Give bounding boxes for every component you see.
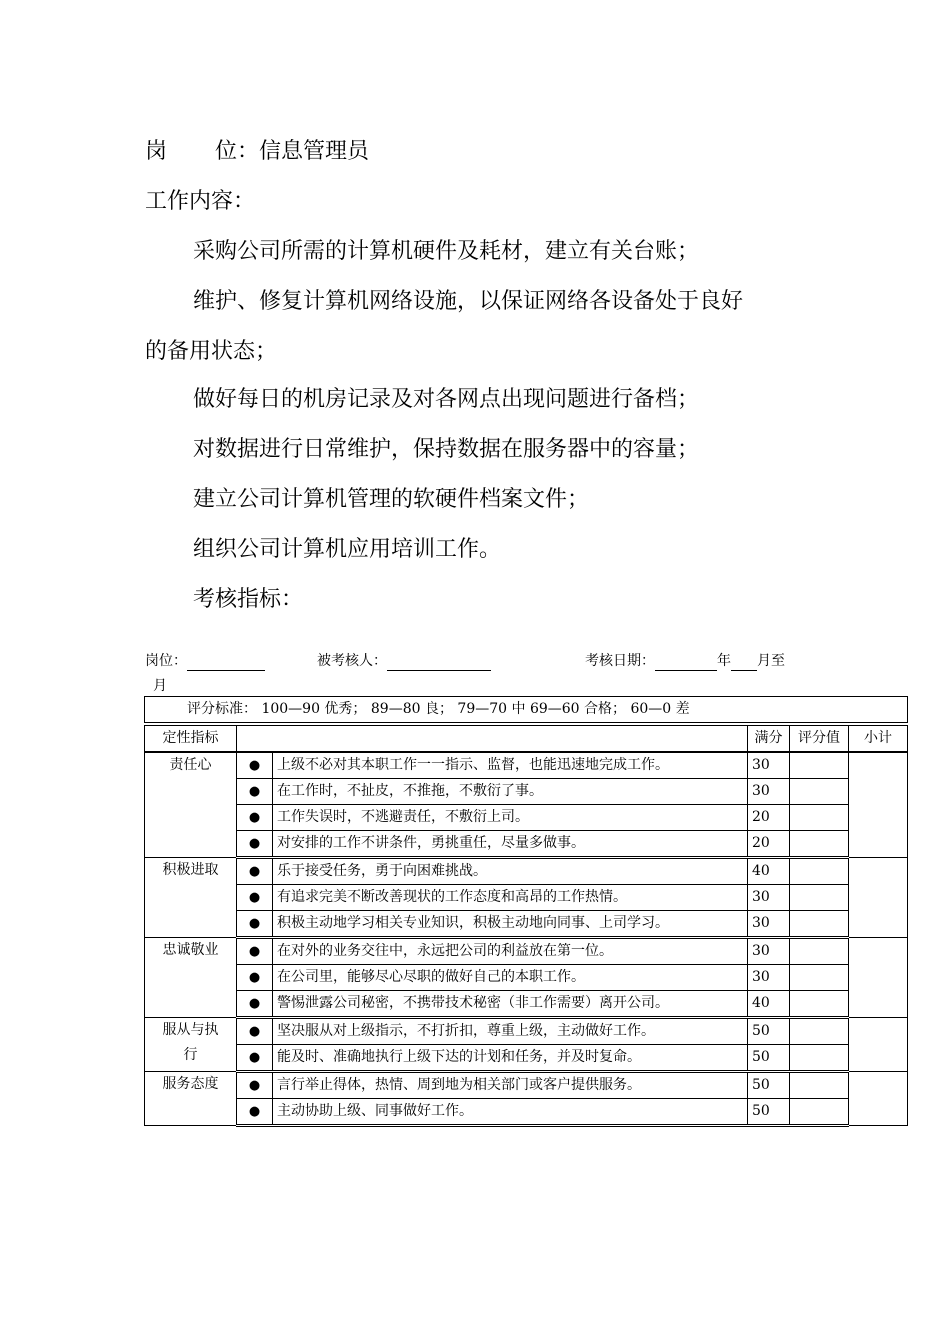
- header-blank: [237, 724, 748, 752]
- bullet-icon: ●: [237, 858, 273, 885]
- criterion-text: 坚决服从对上级指示，不打折扣，尊重上级，主动做好工作。: [273, 1018, 748, 1045]
- score-cell[interactable]: [790, 831, 849, 858]
- table-row: [145, 965, 908, 991]
- full-score: 50: [748, 1072, 790, 1099]
- criterion-text: 积极主动地学习相关专业知识，积极主动地向同事、上司学习。: [273, 911, 748, 938]
- table-row: [145, 885, 908, 911]
- form-year-label: 年: [717, 653, 731, 669]
- score-cell[interactable]: [790, 1045, 849, 1072]
- table-row: [145, 1099, 908, 1126]
- post-value: 信息管理员: [259, 139, 370, 164]
- full-score: 40: [748, 991, 790, 1018]
- table-row: [145, 858, 908, 885]
- duty-5: 建立公司计算机管理的软硬件档案文件；: [193, 487, 590, 512]
- criterion-text: 言行举止得体，热情、周到地为相关部门或客户提供服务。: [273, 1072, 748, 1099]
- form-assessee-blank: [387, 654, 491, 671]
- category-cell: 责任心: [145, 752, 237, 858]
- score-cell[interactable]: [790, 938, 849, 965]
- subtotal-cell[interactable]: [849, 858, 908, 938]
- criterion-text: 主动协助上级、同事做好工作。: [273, 1099, 748, 1126]
- full-score: 50: [748, 1099, 790, 1126]
- full-score: 30: [748, 752, 790, 779]
- criterion-text: 乐于接受任务，勇于向困难挑战。: [273, 858, 748, 885]
- score-cell[interactable]: [790, 1018, 849, 1045]
- criterion-text: 在公司里，能够尽心尽职的做好自己的本职工作。: [273, 965, 748, 991]
- work-content-title: 工作内容：: [145, 189, 256, 214]
- table-row: [145, 752, 908, 779]
- bullet-icon: ●: [237, 1018, 273, 1045]
- category-cell: 忠诚敬业: [145, 938, 237, 1018]
- form-month-to-label: 月至: [757, 653, 785, 669]
- criterion-text: 在对外的业务交往中，永远把公司的利益放在第一位。: [273, 938, 748, 965]
- duty-2-continued: 的备用状态；: [145, 339, 278, 364]
- bullet-icon: ●: [237, 911, 273, 938]
- subtotal-cell[interactable]: [849, 1072, 908, 1126]
- full-score: 30: [748, 965, 790, 991]
- table-row: [145, 911, 908, 938]
- table-row: [145, 991, 908, 1018]
- score-cell[interactable]: [790, 991, 849, 1018]
- header-subtotal: 小计: [849, 724, 908, 752]
- full-score: 20: [748, 831, 790, 858]
- form-month-label: 月: [153, 678, 167, 694]
- bullet-icon: ●: [237, 991, 273, 1018]
- category-cell: 积极进取: [145, 858, 237, 938]
- table-row: [145, 831, 908, 858]
- score-cell[interactable]: [790, 885, 849, 911]
- form-date-field: [585, 651, 785, 671]
- score-cell[interactable]: [790, 1072, 849, 1099]
- score-cell[interactable]: [790, 965, 849, 991]
- post-label-b: 位：: [215, 139, 260, 164]
- duty-3: 做好每日的机房记录及对各网点出现问题进行备档；: [193, 387, 700, 412]
- bullet-icon: ●: [237, 831, 273, 858]
- bullet-icon: ●: [237, 938, 273, 965]
- form-assessee-label: 被考核人：: [317, 653, 387, 669]
- score-cell[interactable]: [790, 805, 849, 831]
- bullet-icon: ●: [237, 752, 273, 779]
- criterion-text: 对安排的工作不讲条件，勇挑重任，尽量多做事。: [273, 831, 748, 858]
- duty-1: 采购公司所需的计算机硬件及耗材，建立有关台账；: [193, 239, 700, 264]
- bullet-icon: ●: [237, 1099, 273, 1126]
- form-assessee-field: [317, 651, 491, 671]
- criterion-text: 在工作时，不扯皮，不推拖，不敷衍了事。: [273, 779, 748, 805]
- table-row: [145, 1018, 908, 1045]
- category-cell: 服从与执行: [145, 1018, 237, 1072]
- evaluation-table: [144, 696, 908, 1127]
- form-post-blank: [187, 654, 265, 671]
- score-cell[interactable]: [790, 858, 849, 885]
- full-score: 50: [748, 1018, 790, 1045]
- table-row: [145, 1072, 908, 1099]
- subtotal-cell[interactable]: [849, 752, 908, 858]
- form-post-label: 岗位：: [145, 653, 187, 669]
- full-score: 30: [748, 779, 790, 805]
- bullet-icon: ●: [237, 965, 273, 991]
- form-month-blank: [731, 654, 757, 671]
- form-year-blank: [655, 654, 717, 671]
- duty-4: 对数据进行日常维护，保持数据在服务器中的容量；: [193, 437, 700, 462]
- header-score: 评分值: [790, 724, 849, 752]
- table-row: [145, 1045, 908, 1072]
- full-score: 50: [748, 1045, 790, 1072]
- subtotal-cell[interactable]: [849, 938, 908, 1018]
- criterion-text: 警惕泄露公司秘密，不携带技术秘密（非工作需要）离开公司。: [273, 991, 748, 1018]
- duty-2: 维护、修复计算机网络设施，以保证网络各设备处于良好: [193, 289, 744, 314]
- score-cell[interactable]: [790, 779, 849, 805]
- assessment-title: 考核指标：: [193, 587, 304, 612]
- header-full-score: 满分: [748, 724, 790, 752]
- score-cell[interactable]: [790, 911, 849, 938]
- table-row: [145, 938, 908, 965]
- criterion-text: 有追求完美不断改善现状的工作态度和高昂的工作热情。: [273, 885, 748, 911]
- full-score: 20: [748, 805, 790, 831]
- form-post-field: [145, 651, 265, 671]
- score-cell[interactable]: [790, 1099, 849, 1126]
- bullet-icon: ●: [237, 779, 273, 805]
- table-row: [145, 779, 908, 805]
- duty-6: 组织公司计算机应用培训工作。: [193, 537, 502, 562]
- bullet-icon: ●: [237, 1072, 273, 1099]
- header-category: 定性指标: [145, 724, 237, 752]
- full-score: 30: [748, 938, 790, 965]
- table-row: [145, 805, 908, 831]
- post-label-a: 岗: [145, 139, 168, 164]
- subtotal-cell[interactable]: [849, 1018, 908, 1072]
- bullet-icon: ●: [237, 805, 273, 831]
- post-line: [145, 137, 369, 167]
- criterion-text: 工作失误时，不逃避责任，不敷衍上司。: [273, 805, 748, 831]
- criterion-text: 上级不必对其本职工作一一指示、监督，也能迅速地完成工作。: [273, 752, 748, 779]
- category-cell: 服务态度: [145, 1072, 237, 1126]
- full-score: 40: [748, 858, 790, 885]
- full-score: 30: [748, 911, 790, 938]
- bullet-icon: ●: [237, 885, 273, 911]
- full-score: 30: [748, 885, 790, 911]
- criterion-text: 能及时、准确地执行上级下达的计划和任务，并及时复命。: [273, 1045, 748, 1072]
- scoring-standard: 评分标准： 100—90 优秀； 89—80 良； 79—70 中 69—60 合格； 60—0 差: [145, 697, 908, 725]
- form-date-label: 考核日期：: [585, 653, 655, 669]
- score-cell[interactable]: [790, 752, 849, 779]
- bullet-icon: ●: [237, 1045, 273, 1072]
